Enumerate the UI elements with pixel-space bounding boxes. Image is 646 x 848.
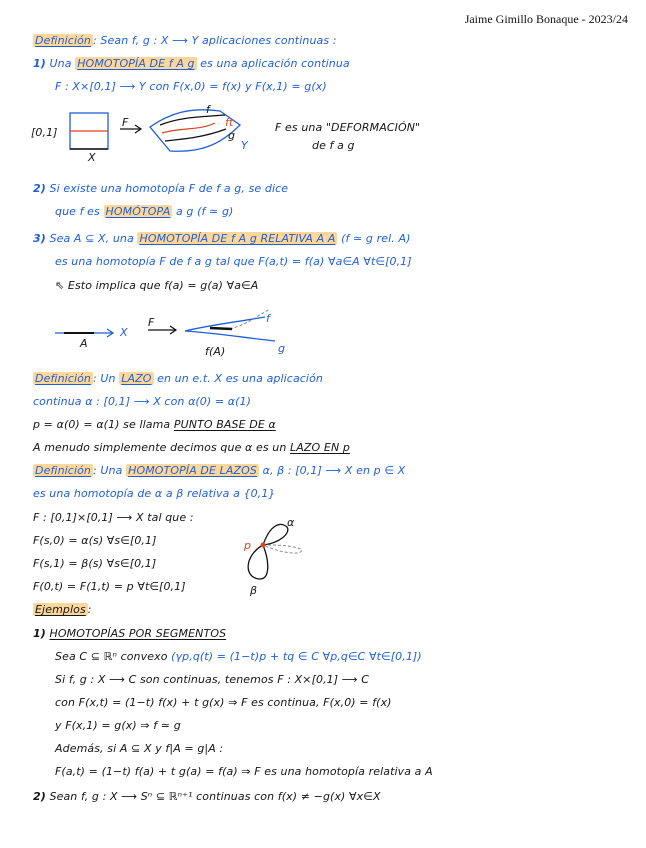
- fig-x-label: X: [88, 151, 96, 164]
- term-lazo-en-p: LAZO EN p: [290, 441, 350, 454]
- loop-intermediate: [263, 545, 302, 553]
- loop-alpha: [263, 524, 288, 545]
- fig2-A-label: A: [80, 337, 88, 350]
- item-2-line-2: [55, 205, 233, 219]
- item-text: Una: [49, 57, 72, 70]
- item-text: α, β : [0,1] ⟶ X en p ∈ X: [262, 464, 406, 477]
- fig2-F-label: F: [148, 316, 155, 329]
- definition-3-line-6: F(0,t) = F(1,t) = p ∀t∈[0,1]: [33, 580, 186, 593]
- definition-1-line: [33, 34, 337, 48]
- fig3-p-label: p: [244, 539, 252, 552]
- item-text: en un e.t. X es una aplicación: [157, 372, 323, 385]
- item-text: es una aplicación continua: [200, 57, 350, 70]
- definition-3-line-4: F(s,0) = α(s) ∀s∈[0,1]: [33, 534, 157, 547]
- example-1-line-6: F(a,t) = (1−t) f(a) + t g(a) = f(a) ⇒ F es una homotopía relativa a A: [55, 765, 433, 778]
- fig-f-label: f: [206, 103, 210, 116]
- fig3-beta-label: β: [250, 584, 258, 597]
- homotopy-map-line: F : X×[0,1] ⟶ Y con F(x,0) = f(x) y F(x,1) = g(x): [55, 80, 327, 93]
- definition-label: Definición: [35, 464, 91, 477]
- term-homotopa: HOMÓTOPA: [105, 205, 171, 218]
- item-text: Sean f, g : X ⟶ Sⁿ ⊆ ℝⁿ⁺¹ continuas con f(x) ≠ −g(x) ∀x∈X: [49, 790, 381, 803]
- example-1-line-5: Además, si A ⊆ X y f|A = g|A :: [55, 742, 224, 755]
- item-text: (f ≃ g rel. A): [341, 232, 411, 245]
- item-text: : Una: [93, 464, 123, 477]
- example-2-line: [33, 790, 381, 804]
- fig-ft-label: ft: [225, 116, 234, 129]
- definition-3-line-3: F : [0,1]×[0,1] ⟶ X tal que :: [33, 511, 194, 524]
- definition-2-line-2: continua α : [0,1] ⟶ X con α(0) = α(1): [33, 395, 252, 408]
- base-point: [261, 543, 266, 548]
- definition-3-line: [33, 464, 405, 478]
- item-text: a g (f ≃ g): [175, 205, 234, 218]
- item-number: 3): [33, 232, 46, 245]
- fig2-g-label: g: [278, 342, 286, 355]
- definition-3-line-5: F(s,1) = β(s) ∀s∈[0,1]: [33, 557, 157, 570]
- segment-fA: [210, 328, 232, 329]
- item-3-line: [33, 232, 410, 246]
- convex-definition: (γp,q(t) = (1−t)p + tq ∈ C ∀p,q∈C ∀t∈[0,1]): [171, 650, 422, 663]
- term-homotopia-relativa: HOMOTOPÍA DE f A g RELATIVA A A: [139, 232, 336, 245]
- fig2-X-label: X: [120, 326, 128, 339]
- example-1-heading: HOMOTOPÍAS POR SEGMENTOS: [49, 627, 227, 640]
- item-number: 1): [33, 57, 46, 70]
- fig-interval-label: [0,1]: [31, 126, 58, 139]
- fig2-f-label: f: [266, 312, 270, 325]
- deformation-note: F es una "DEFORMACIÓN": [275, 121, 421, 134]
- fig-g-label: g: [228, 129, 236, 142]
- term-homotopia-lazos: HOMOTOPÍA DE LAZOS: [128, 464, 257, 477]
- fig2-fA-label: f(A): [205, 345, 226, 358]
- examples-colon: :: [87, 603, 92, 616]
- example-1-line-4: y F(x,1) = g(x) ⇒ f ≃ g: [55, 719, 181, 732]
- item-2-line: [33, 182, 288, 196]
- item-text: : Un: [93, 372, 116, 385]
- author-header: Jaime Gimillo Bonaque - 2023/24: [464, 12, 628, 26]
- fig-F-label: F: [122, 116, 129, 129]
- example-1-title: [33, 627, 226, 641]
- loop-homotopy-figure: [235, 515, 315, 595]
- fig-Y-label: Y: [241, 139, 248, 152]
- definition-3-line-2: es una homotopía de α a β relativa a {0,1}: [33, 487, 276, 500]
- fig3-alpha-label: α: [287, 516, 295, 529]
- curve-ft: [162, 123, 215, 133]
- item-3-line-2: es una homotopía F de f a g tal que F(a,t) = f(a) ∀a∈A ∀t∈[0,1]: [55, 255, 412, 268]
- examples-heading: [33, 603, 92, 617]
- item-number: 2): [33, 790, 46, 803]
- homotopy-figure: [30, 105, 260, 170]
- item-text: que f es: [55, 205, 100, 218]
- curve-g: [185, 331, 275, 341]
- item-text: A menudo simplemente decimos que α es un: [33, 441, 287, 454]
- definition-2-line: [33, 372, 323, 386]
- term-punto-base: PUNTO BASE DE α: [173, 418, 276, 431]
- deformation-note-2: de f a g: [312, 139, 355, 152]
- item-text: Sea A ⊆ X, una: [49, 232, 134, 245]
- example-1-line-1: [55, 650, 422, 664]
- example-1-line-2: Si f, g : X ⟶ C son continuas, tenemos F : X×[0,1] ⟶ C: [55, 673, 370, 686]
- item-number: 2): [33, 182, 46, 195]
- definition-2-line-3: [33, 418, 276, 432]
- item-text: p = α(0) = α(1) se llama: [33, 418, 171, 431]
- example-1-line-3: con F(x,t) = (1−t) f(x) + t g(x) ⇒ F es continua, F(x,0) = f(x): [55, 696, 392, 709]
- item-text: Sea C ⊆ ℝⁿ convexo: [55, 650, 168, 663]
- definition-intro: : Sean f, g : X ⟶ Y aplicaciones continuas :: [93, 34, 337, 47]
- term-homotopia: HOMOTOPÍA DE f A g: [77, 57, 195, 70]
- loop-beta: [248, 545, 268, 579]
- term-lazo: LAZO: [121, 372, 152, 385]
- definition-label: Definición: [35, 34, 91, 47]
- definition-2-line-4: [33, 441, 350, 455]
- item-3-note: ⇖ Esto implica que f(a) = g(a) ∀a∈A: [55, 279, 259, 292]
- examples-label: Ejemplos: [35, 603, 86, 616]
- item-text: Si existe una homotopía F de f a g, se dice: [49, 182, 289, 195]
- item-number: 1): [33, 627, 46, 640]
- item-1-line: [33, 57, 350, 71]
- definition-label: Definición: [35, 372, 91, 385]
